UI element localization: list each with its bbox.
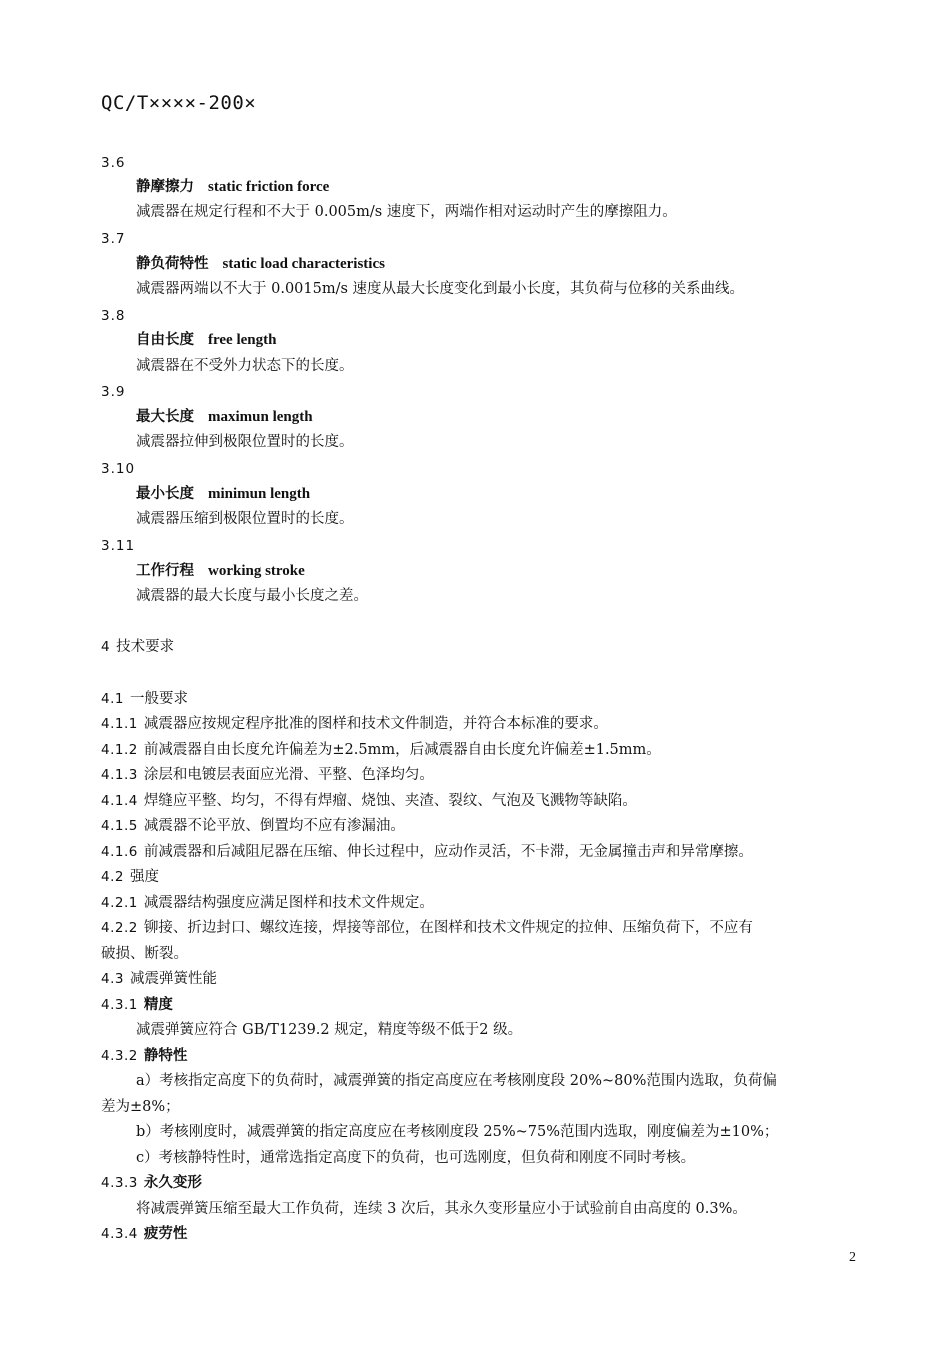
- term-en: working stroke: [208, 563, 305, 579]
- term-working-stroke: [136, 562, 305, 580]
- clause-4-1-3: 4.1.3 涂层和电镀层表面应光滑、平整、色泽均匀。: [101, 767, 434, 783]
- term-en: static friction force: [208, 179, 330, 195]
- clause-4-2-2-continuation: 破损、断裂。: [101, 946, 188, 962]
- list-item-c: c）考核静特性时，通常选指定高度下的负荷，也可选刚度，但负荷和刚度不同时考核。: [136, 1150, 696, 1166]
- term-cn: 静摩擦力: [136, 179, 194, 195]
- term-definition: 减震器拉伸到极限位置时的长度。: [136, 434, 354, 450]
- term-definition: 减震器的最大长度与最小长度之差。: [136, 588, 368, 604]
- list-item-b: b）考核刚度时，减震弹簧的指定高度应在考核刚度段 25%~75%范围内选取，刚度偏差为±10%；: [136, 1124, 779, 1140]
- term-en: minimun length: [208, 486, 311, 502]
- clause-4-2-1: 4.2.1 减震器结构强度应满足图样和技术文件规定。: [101, 895, 434, 911]
- clause-4-1-1: 4.1.1 减震器应按规定程序批准的图样和技术文件制造，并符合本标准的要求。: [101, 716, 608, 732]
- clause-4-1-5: 4.1.5 减震器不论平放、倒置均不应有渗漏油。: [101, 818, 405, 834]
- clause-number: 3.7: [101, 231, 126, 247]
- term-definition: 减震器压缩到极限位置时的长度。: [136, 511, 354, 527]
- term-cn: 最小长度: [136, 486, 194, 502]
- clause-heading-4-3-4: 4.3.4 疲劳性: [101, 1226, 188, 1242]
- clause-4-2-2: 4.2.2 铆接、折边封口、螺纹连接，焊接等部位，在图样和技术文件规定的拉伸、压缩负荷下，不应有: [101, 920, 753, 936]
- term-definition: 减震器在不受外力状态下的长度。: [136, 358, 354, 374]
- list-item-a-continuation: 差为±8%；: [101, 1099, 180, 1115]
- clause-4-1-6: 4.1.6 前减震器和后减阻尼器在压缩、伸长过程中，应动作灵活，不卡滞，无金属撞击声和异常摩擦。: [101, 844, 753, 860]
- term-definition: 减震器两端以不大于 0.0015m/s 速度从最大长度变化到最小长度，其负荷与位移的关系曲线。: [136, 281, 745, 297]
- clause-number: 3.9: [101, 384, 126, 400]
- subsection-heading-4-1: 4.1 一般要求: [101, 691, 188, 707]
- term-minimun-length: [136, 485, 310, 503]
- list-item-a: a）考核指定高度下的负荷时，减震弹簧的指定高度应在考核刚度段 20%~80%范围内选取，负荷偏: [136, 1073, 777, 1089]
- clause-number: 3.10: [101, 461, 136, 477]
- term-cn: 工作行程: [136, 563, 194, 579]
- clause-heading-4-3-1: 4.3.1 精度: [101, 997, 173, 1013]
- term-en: maximun length: [208, 409, 313, 425]
- clause-heading-4-3-2: 4.3.2 静特性: [101, 1048, 188, 1064]
- document-code-header: QC/T××××-200×: [101, 92, 257, 114]
- term-maximun-length: [136, 408, 313, 426]
- page-number: 2: [849, 1250, 856, 1265]
- term-static-load-characteristics: [136, 255, 385, 273]
- clause-4-1-2: 4.1.2 前减震器自由长度允许偏差为±2.5mm，后减震器自由长度允许偏差±1.5mm。: [101, 742, 661, 758]
- section-heading-4: 4 技术要求: [101, 639, 175, 655]
- subsection-heading-4-3: 4.3 减震弹簧性能: [101, 971, 217, 987]
- clause-number: 3.6: [101, 155, 126, 171]
- clause-heading-4-3-3: 4.3.3 永久变形: [101, 1175, 202, 1191]
- clause-number: 3.8: [101, 308, 126, 324]
- subsection-heading-4-2: 4.2 强度: [101, 869, 159, 885]
- term-cn: 静负荷特性: [136, 256, 209, 272]
- clause-4-1-4: 4.1.4 焊缝应平整、均匀，不得有焊瘤、烧蚀、夹渣、裂纹、气泡及飞溅物等缺陷。: [101, 793, 637, 809]
- clause-4-3-3-text: 将减震弹簧压缩至最大工作负荷，连续 3 次后，其永久变形量应小于试验前自由高度的 0.3%。: [136, 1201, 747, 1217]
- term-en: static load characteristics: [222, 256, 385, 272]
- term-cn: 自由长度: [136, 332, 194, 348]
- term-definition: 减震器在规定行程和不大于 0.005m/s 速度下，两端作相对运动时产生的摩擦阻力。: [136, 204, 677, 220]
- term-free-length: [136, 331, 276, 349]
- term-static-friction-force: [136, 178, 329, 196]
- term-en: free length: [208, 332, 277, 348]
- clause-number: 3.11: [101, 538, 136, 554]
- term-cn: 最大长度: [136, 409, 194, 425]
- clause-4-3-1-text: 减震弹簧应符合 GB/T1239.2 规定，精度等级不低于2 级。: [136, 1022, 523, 1038]
